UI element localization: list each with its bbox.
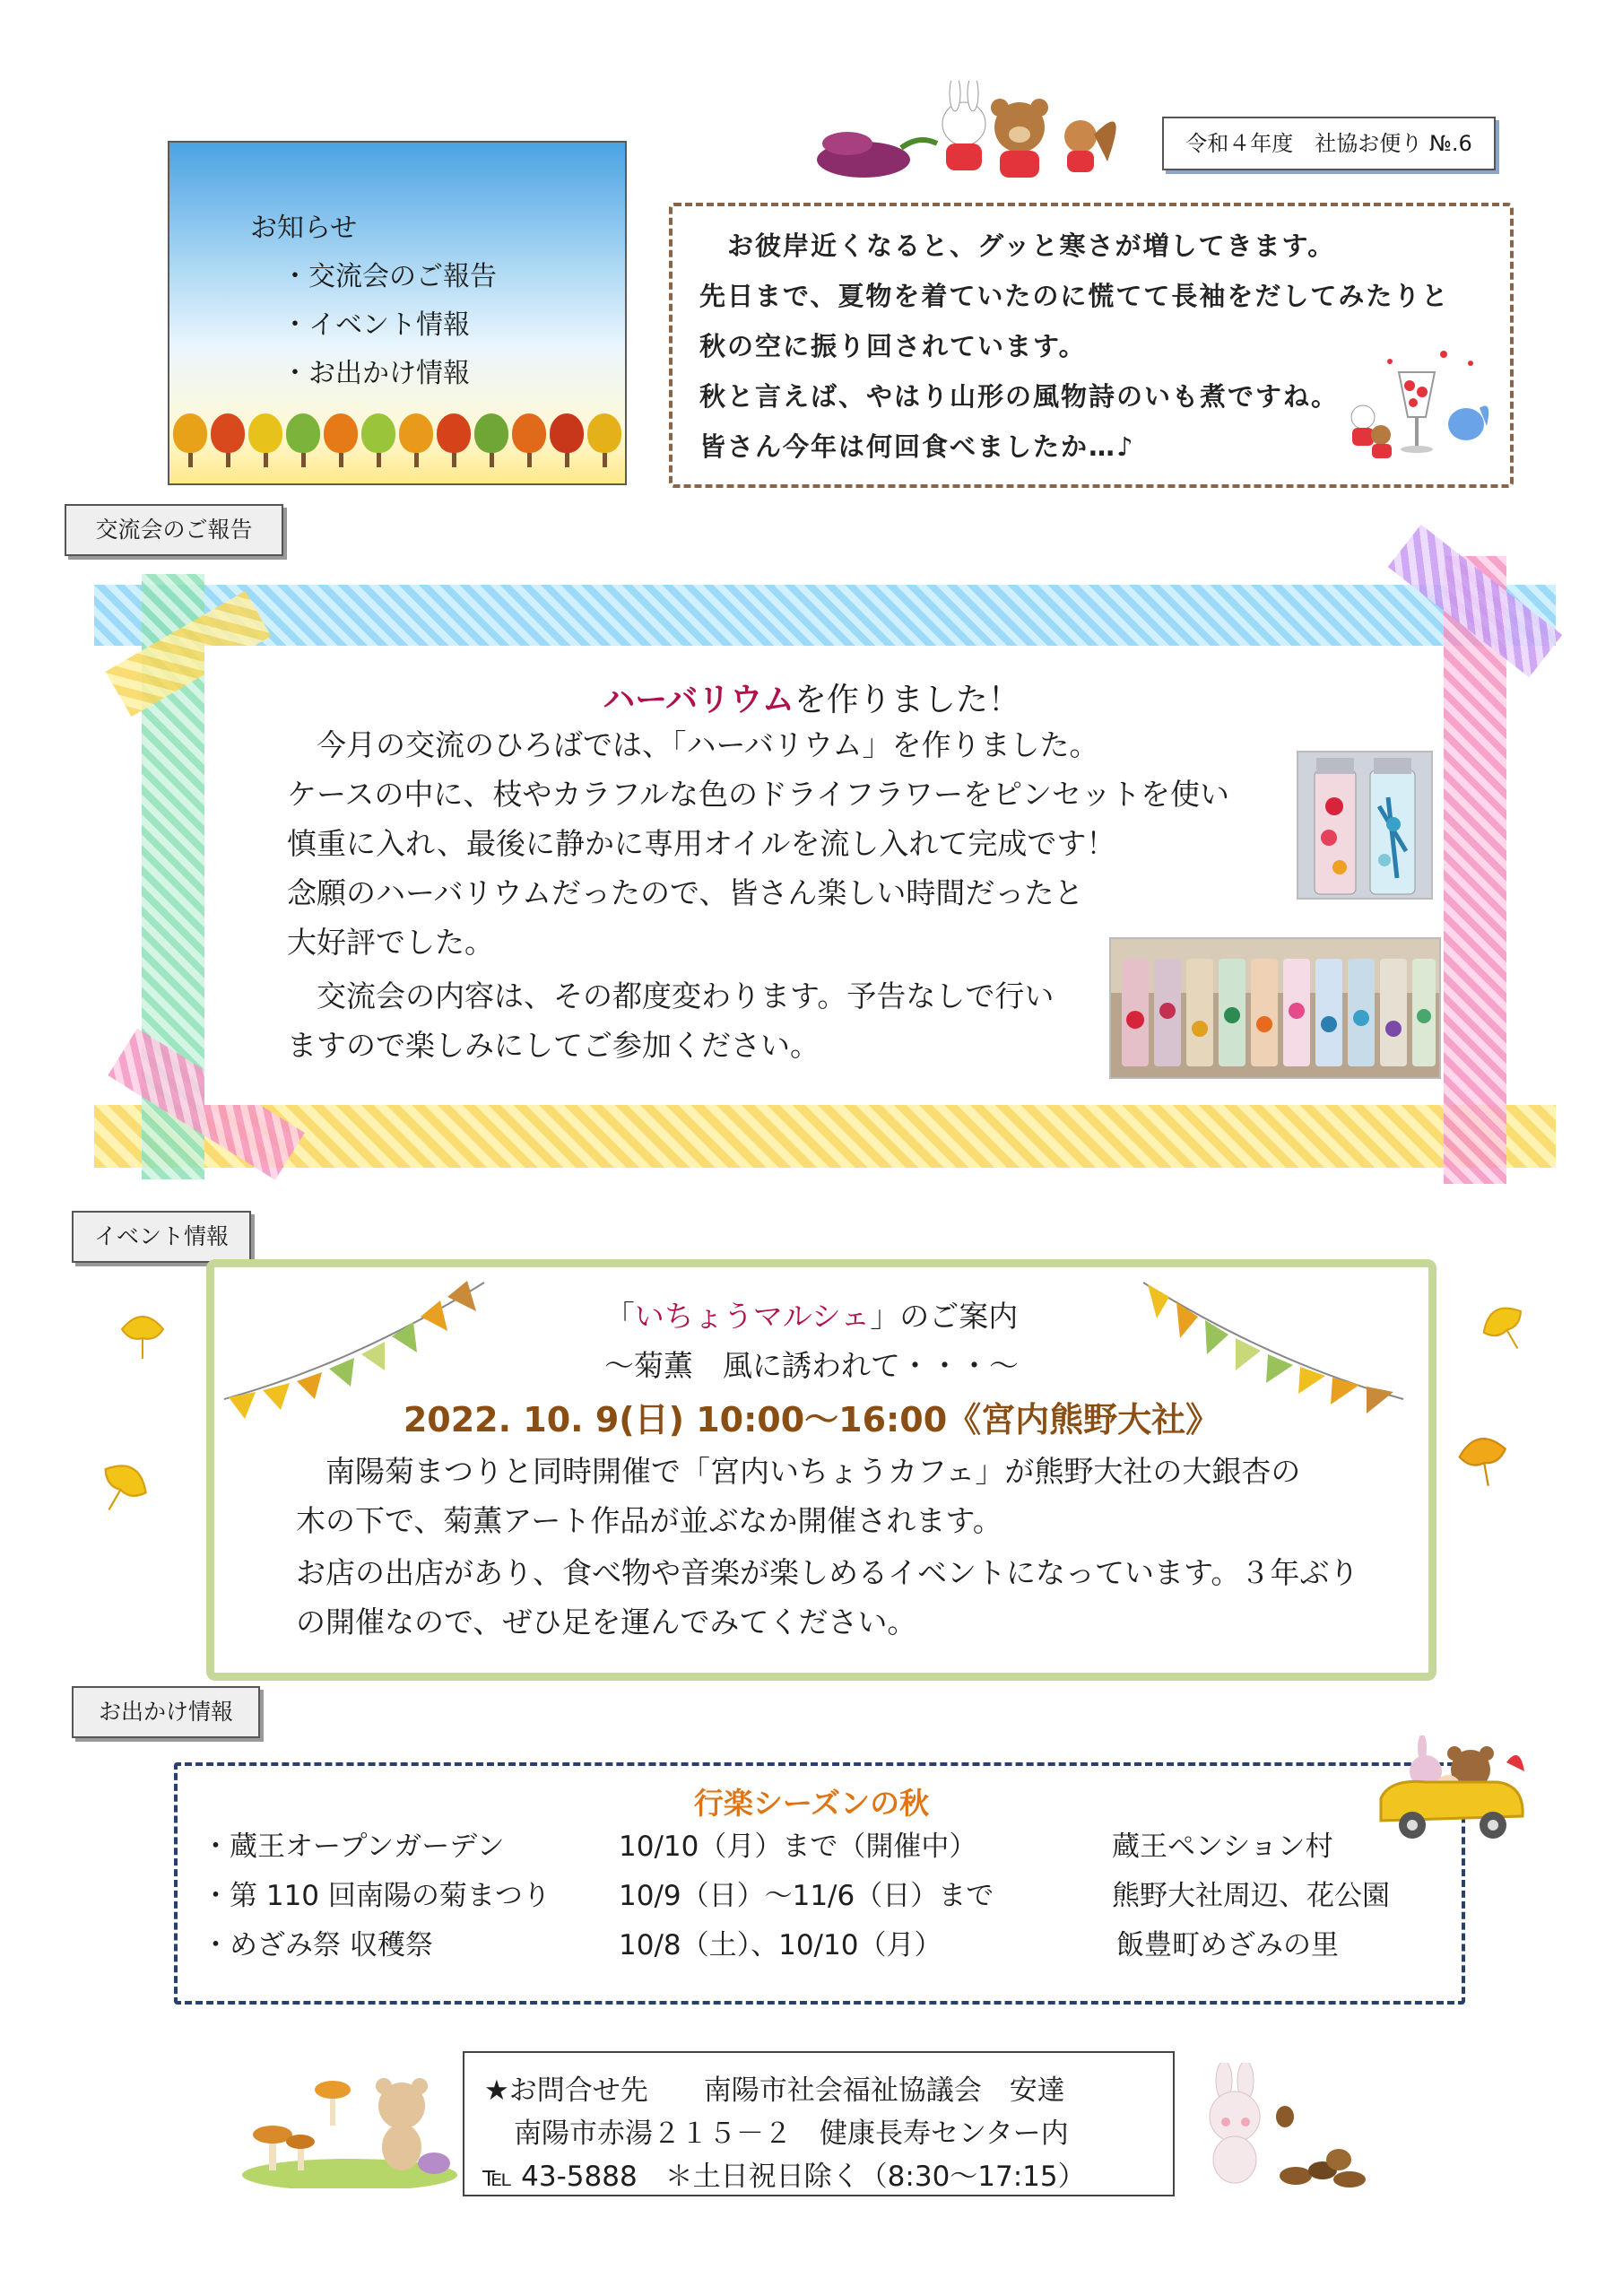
autumn-tree-icon: [361, 413, 395, 467]
rabbit-chestnuts-illustration: [1179, 2063, 1376, 2188]
event-title-accent: いちょうマルシェ: [634, 1299, 871, 1334]
greeting-line: 秋の空に振り回されています。: [699, 331, 1087, 361]
autumn-tree-icon: [474, 413, 508, 467]
outing-title: 行楽シーズンの秋: [693, 1786, 930, 1821]
report-line: ますので楽しみにしてご参加ください。: [287, 1028, 820, 1063]
notice-title: お知らせ: [250, 213, 358, 244]
notice-item: ・イベント情報: [282, 309, 470, 341]
autumn-tree-icon: [324, 413, 358, 467]
report-line: 念願のハーバリウムだったので、皆さん楽しい時間だったと: [287, 875, 1084, 910]
greeting-box: [669, 203, 1514, 488]
autumn-tree-icon: [550, 413, 584, 467]
notice-item: ・交流会のご報告: [282, 261, 497, 292]
outing-row-name: ・めざみ祭 収穫祭: [202, 1929, 433, 1961]
section-tag-event: イベント情報: [72, 1211, 251, 1263]
event-title-open: 「: [604, 1299, 635, 1334]
notice-item: ・お出かけ情報: [282, 358, 470, 389]
outing-row-place: 熊野大社周辺、花公園: [1112, 1880, 1390, 1912]
notice-box: [168, 141, 627, 485]
parfait-animals-illustration: [1336, 345, 1497, 471]
autumn-tree-icon: [248, 413, 282, 467]
herbarium-photo-row-of-bottles: [1109, 937, 1441, 1079]
event-subtitle: ～菊薫 風に誘われて・・・～: [604, 1348, 1019, 1383]
event-line: 木の下で、菊薫アート作品が並ぶなか開催されます。: [296, 1503, 1002, 1538]
car-animals-illustration: [1372, 1735, 1529, 1852]
event-line: お店の出店があり、食べ物や音楽が楽しめるイベントになっています。３年ぶり: [296, 1555, 1359, 1590]
issue-label: 令和４年度 社協お便り №.6: [1162, 117, 1496, 170]
bear-mushroom-illustration: [242, 2063, 457, 2188]
autumn-tree-icon: [211, 413, 245, 467]
contact-line: ★お問合せ先 南陽市社会福祉協議会 安達: [484, 2074, 1065, 2107]
autumn-tree-icon: [399, 413, 433, 467]
outing-row-place: 飯豊町めざみの里: [1116, 1929, 1339, 1961]
autumn-tree-icon: [437, 413, 471, 467]
event-line: 南陽菊まつりと同時開催で「宮内いちょうカフェ」が熊野大社の大銀杏の: [296, 1454, 1301, 1489]
ginkgo-leaf-icon: [90, 1457, 152, 1520]
contact-line: ℡ 43-5888 ＊土日祝日除く（8:30～17:15）: [482, 2161, 1086, 2193]
report-title: [0, 674, 1623, 720]
report-line: 今月の交流のひろばでは、「ハーバリウム」を作りました。: [287, 727, 1099, 762]
report-line: 慎重に入れ、最後に静かに専用オイルを流し入れて完成です！: [287, 826, 1116, 861]
report-title-rest: を作りました！: [794, 682, 1020, 718]
report-line: 大好評でした。: [287, 925, 494, 960]
event-date: 2022. 10. 9(日) 10:00～16:00《宮内熊野大社》: [403, 1400, 1220, 1439]
autumn-tree-icon: [286, 413, 320, 467]
event-title-rest: 」のご案内: [870, 1299, 1019, 1334]
contact-line: 南陽市赤湯２１５－２ 健康長寿センター内: [514, 2118, 1069, 2150]
section-tag-outing: お出かけ情報: [72, 1686, 260, 1738]
outing-row-date: 10/8（土）、10/10（月）: [619, 1929, 942, 1961]
animals-sweet-potato-illustration: [812, 81, 1134, 188]
event-title: [0, 1293, 1623, 1335]
section-tag-report: 交流会のご報告: [65, 504, 283, 556]
herbarium-photo-two-bottles: [1297, 751, 1433, 900]
report-line: ケースの中に、枝やカラフルな色のドライフラワーをピンセットを使い: [287, 777, 1230, 812]
greeting-line: 秋と言えば、やはり山形の風物詩のいも煮ですね。: [699, 381, 1340, 412]
report-line: 交流会の内容は、その都度変わります。予告なしで行い: [287, 978, 1055, 1013]
greeting-line: お彼岸近くなると、グッと寒さが増してきます。: [699, 230, 1336, 261]
contact-box: [463, 2051, 1175, 2196]
autumn-tree-icon: [512, 413, 546, 467]
outing-row-place: 蔵王ペンション村: [1112, 1831, 1333, 1863]
tape-top: [94, 585, 1556, 646]
greeting-line: 先日まで、夏物を着ていたのに慌てて長袖をだしてみたりと: [699, 281, 1450, 311]
event-line: の開催なので、ぜひ足を運んでみてください。: [296, 1605, 917, 1639]
report-title-accent: ハーバリウム: [603, 682, 794, 718]
outing-row-name: ・第 110 回南陽の菊まつり: [202, 1880, 551, 1912]
autumn-tree-icon: [173, 413, 207, 467]
outing-row-date: 10/10（月）まで（開催中）: [619, 1831, 977, 1863]
tape-bottom: [94, 1105, 1556, 1168]
outing-row-date: 10/9（日）～11/6（日）まで: [619, 1880, 994, 1912]
greeting-line: 皆さん今年は何回食べましたか…♪: [699, 431, 1135, 462]
autumn-tree-icon: [587, 413, 621, 467]
outing-row-name: ・蔵王オープンガーデン: [202, 1831, 505, 1863]
